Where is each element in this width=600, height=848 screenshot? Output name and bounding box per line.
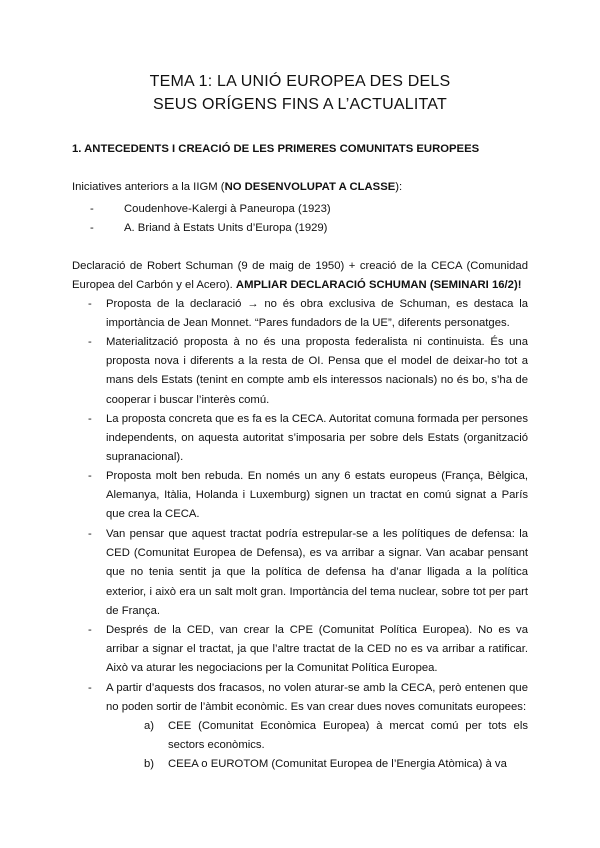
list-marker: - — [88, 298, 92, 310]
list-marker: - — [90, 203, 94, 215]
declaration-bold: AMPLIAR DECLARACIÓ SCHUMAN (SEMINARI 16/2)! — [235, 279, 522, 292]
list-marker: - — [88, 624, 92, 636]
document-title-line-1: TEMA 1: LA UNIÓ EUROPEA DES DELS — [149, 73, 451, 90]
list-item-text: A partir d’aquests dos fracasos, no volen aturar-se amb la CECA, però entenen que no poden sortir de l’àmbit econòmic. Es van crear dues noves comunitats europees: — [106, 682, 528, 714]
list-marker: - — [88, 682, 92, 694]
initiatives-intro-end: ): — [395, 181, 403, 193]
document-title-line-2: SEUS ORÍGENS FINS A L’ACTUALITAT — [153, 96, 447, 113]
list-marker: - — [90, 222, 94, 234]
initiative-item-text: Coudenhove-Kalergi à Paneuropa (1923) — [124, 203, 331, 215]
list-marker: - — [88, 528, 92, 540]
sub-list-item-text: CEEA o EUROTOM (Comunitat Europea de l’Energia Atòmica) à va — [168, 758, 507, 770]
list-item-text: Materialització proposta à no és una proposta federalista ni continuista. És una proposta nova i diferents a la resta de OI. Pensa que el model de deixar-ho tot a mans dels Estats (tenint en compte amb els interessos nacionals) no és bo, s’ha de cooperar i buscar l’interès comú. — [106, 336, 528, 406]
list-marker: - — [88, 470, 92, 482]
declaration-text: Declaració de Robert Schuman (9 de maig de 1950) + creació de la CECA (Comunidad Europea del Carbón y el Acero). — [72, 260, 528, 292]
list-item-text: Proposta molt ben rebuda. En només un any 6 estats europeus (França, Bèlgica, Alemanya, Itàlia, Holanda i Luxemburg) signen un tractat en comú signat a París que crea la CECA. — [106, 470, 528, 521]
initiatives-intro-bold: NO DESENVOLUPAT A CLASSE — [224, 181, 396, 193]
sub-list-marker: b) — [144, 758, 155, 770]
list-marker: - — [88, 413, 92, 425]
list-marker: - — [88, 336, 92, 348]
sub-list-marker: a) — [144, 720, 155, 732]
list-item-text: Van pensar que aquest tractat podría estrepular-se a les polítiques de defensa: la CED (Comunitat Europea de Defensa), es va arribar a signar. Van acabar pensant que no tenia sentit ja que la política de defensa ha d’anar lligada a la política exterior, i això era un salt molt gran. Importància del tema nuclear, sobre tot per part de França. — [106, 528, 528, 617]
declaration-paragraph — [72, 257, 528, 295]
initiatives-intro-text: Iniciatives anteriors a la IIGM ( — [72, 181, 225, 193]
sub-list-item-text: CEE (Comunitat Econòmica Europea) à mercat comú per tots els sectors econòmics. — [168, 720, 528, 752]
section-heading: 1. ANTECEDENTS I CREACIÓ DE LES PRIMERES COMUNITATS EUROPEES — [72, 143, 480, 155]
list-item-text: Proposta de la declaració → no és obra exclusiva de Schuman, es destaca la importància de Jean Monnet. “Pares fundadors de la UE”, diferents personatges. — [106, 298, 528, 330]
initiatives-intro — [72, 181, 402, 193]
list-item-text: La proposta concreta que es fa es la CECA. Autoritat comuna formada per persones independents, on aquesta autoritat s’imposaria per sobre dels Estats (organització supranacional). — [106, 413, 528, 464]
initiative-item-text: A. Briand à Estats Units d’Europa (1929) — [124, 222, 328, 234]
list-item-text: Després de la CED, van crear la CPE (Comunitat Política Europea). No es va arribar a signar el tractat, ja que l’altre tractat de la CED no es va arribar a ratificar. Això va aturar les negociacions per la Comunitat Política Europea. — [106, 624, 528, 675]
